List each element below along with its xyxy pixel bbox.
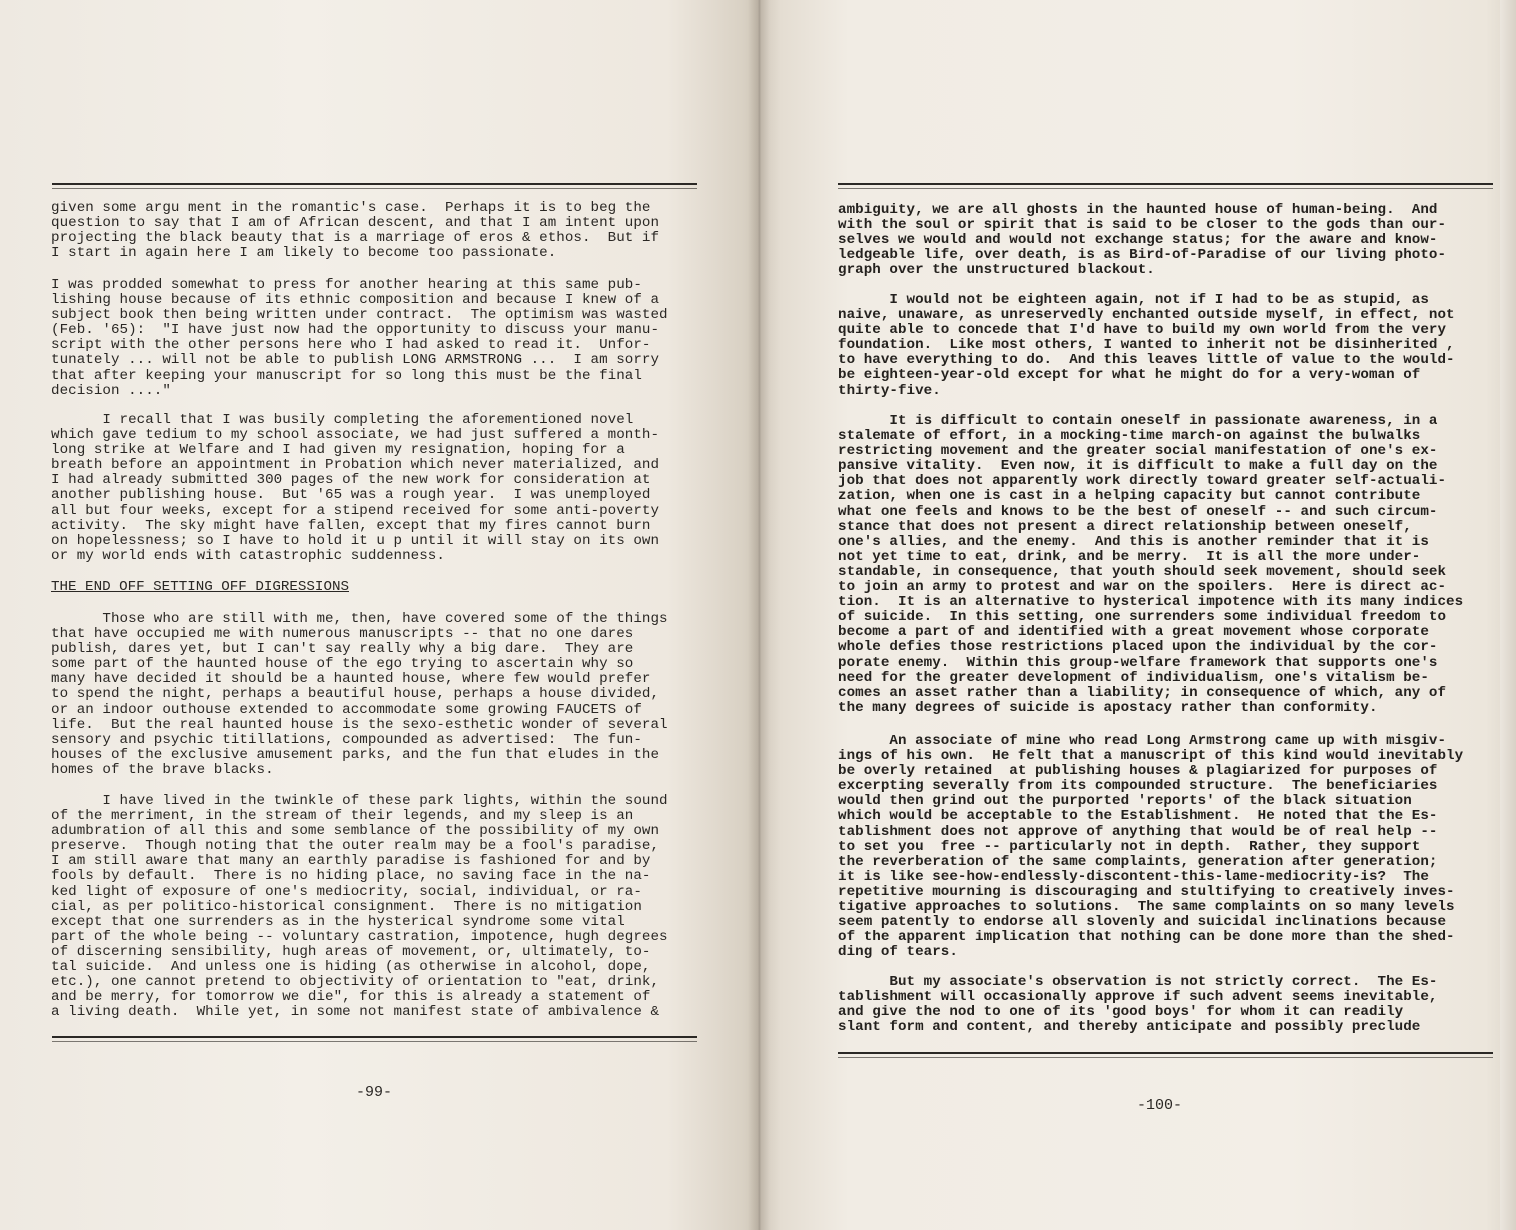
right-paragraph-2: I would not be eighteen again, not if I had to be as stupid, as naive, unaware, as unreservedly enchanted outside myself, in effect, not quite able to concede that I'd have to build my own world from the very foundation. Like most others, I wanted to inherit not be disinherited , to have everything to do. And this leaves little of value to the would- be eighteen-year-old except for what he might do for a very-woman of thirty-five. [838,292,1455,399]
right-page [758,0,1516,1230]
left-paragraph-2: I was prodded somewhat to press for another hearing at this same pub- lishing house because of its ethnic composition and because I knew of a subject book then being written under contract. The optimism was wasted (Feb. '65): "I have just now had the opportunity to discuss your manu- script with the other persons here who I had asked to read it. Unfor- tunately ... will not be able to publish LONG ARMSTRONG ... I am sorry that after keeping your manuscript for so long this must be the final decision ...." [51,277,668,399]
left-paragraph-3: I recall that I was busily completing the aforementioned novel which gave tedium to my school associate, we had just suffered a month- long strike at Welfare and I had given my resignation, hoping for a breath before an appointment in Probation which never materialized, and I had already submitted 300 pages of the new work for consideration at another publishing house. But '65 was a rough year. I was unemployed all but four weeks, except for a stipend received for some anti-poverty activity. The sky might have fallen, except that my fires cannot burn on hopelessness; so I have to hold it u p until it will stay on its own or my world ends with catastrophic suddenness. [51,412,660,564]
bottom-rule-secondary [52,1041,697,1042]
left-paragraph-4: Those who are still with me, then, have covered some of the things that have occupied me with numerous manuscripts -- that no one dares publish, dares yet, but I can't say really why a big dare. They are some part of the haunted house of the ego trying to ascertain why so many have decided it should be a haunted house, where few would prefer to spend the night, perhaps a beautiful house, perhaps a house divided, or an indoor outhouse extended to accommodate some growing FAUCETS of life. But the real haunted house is the sexo-esthetic wonder of several sensory and psychic titillations, compounded as advertised: The fun- houses of the exclusive amusement parks, and the fun that eludes in the homes of the brave blacks. [51,611,668,778]
top-rule-secondary [838,188,1493,189]
left-paragraph-1: given some argu ment in the romantic's case. Perhaps it is to beg the question to say that I am of African descent, and that I am intent upon projecting the black beauty that is a marriage of eros & ethos. But if I start in again here I am likely to become too passionate. [51,200,660,262]
section-heading: THE END OFF SETTING OFF DIGRESSIONS [51,579,349,595]
left-paragraph-5: I have lived in the twinkle of these park lights, within the sound of the merriment, in the stream of their legends, and my sleep is an adumbration of all this and some semblance of the possibility of my own preserve. Though noting that the outer realm may be a fool's paradise, I am still aware that many an earthly paradise is fashioned for and by fools by default. There is no hiding place, no saving face in the na- ked light of exposure of one's mediocrity, social, individual, or ra- cial, as per politico-historical consignment. There is no mitigation except that one surrenders as in the hysterical syndrome some vital part of the whole being -- voluntary castration, impotence, hugh degrees of discerning sensibility, hugh areas of movement, or, ultimately, to- tal suicide. And unless one is hiding (as otherwise in alcohol, dope, etc.), one cannot pretend to objectivity of orientation to "eat, drink, and be merry, for tomorrow we die", for this is already a statement of a living death. While yet, in some not manifest state of ambivalence & [51,793,668,1021]
page-number-left: -99- [356,1084,393,1101]
page-number-right: -100- [1137,1097,1183,1114]
top-rule-secondary [52,188,697,189]
bottom-rule [52,1036,697,1038]
page-edge [1500,0,1516,1230]
book-gutter [748,0,770,1230]
right-paragraph-4: An associate of mine who read Long Armstrong came up with misgiv- ings of his own. He felt that a manuscript of this kind would inevitably be overly retained at publishing houses & plagiarized for purposes of excerpting severally from its compounded structure. The beneficiaries would then grind out the purported 'reports' of the black situation which would be acceptable to the Establishment. He noted that the Es- tablishment does not approve of anything that would be of real help -- to set you free -- particularly not in depth. Rather, they support the reverberation of the same complaints, generation after generation; it is like see-how-endlessly-discontent-this-lame-mediocrity-is? The repetitive mourning is discouraging and stultifying to creatively inves- tigative approaches to solutions. The same complaints on so many levels seem patently to endorse all slovenly and suicidal inclinations because of the apparent implication that nothing can be done more than the shed- ding of tears. [838,733,1464,961]
top-rule [52,183,697,185]
right-paragraph-5: But my associate's observation is not strictly correct. The Es- tablishment will occasionally approve if such advent seems inevitable, and give the nod to one of its 'good boys' for whom it can readily slant form and content, and thereby anticipate and possibly preclude [838,974,1438,1036]
right-paragraph-1: ambiguity, we are all ghosts in the haunted house of human-being. And with the soul or spirit that is said to be closer to the gods than our- selves we would and would not exchange status; for the aware and know- ledgeable life, over death, is as Bird-of-Paradise of our living photo- graph over the unstructured blackout. [838,202,1447,279]
bottom-rule [838,1052,1493,1054]
right-paragraph-3: It is difficult to contain oneself in passionate awareness, in a stalemate of effort, in a mocking-time march-on against the bulwalks restricting movement and the greater social manifestation of one's ex- pansive vitality. Even now, it is difficult to make a full day on the job that does not apparently work directly toward greater self-actuali- zation, when one is cast in a helping capacity but cannot contribute what one feels and knows to be the best of oneself -- and such circum- stance that does not present a direct relationship between oneself, one's allies, and the enemy. And this is another reminder that it is not yet time to eat, drink, and be merry. It is all the more under- standable, in consequence, that youth should seek movement, should seek to join an army to protest and war on the spoilers. Here is direct ac- tion. It is an alternative to hysterical impotence with its many indices of suicide. In this setting, one surrenders some individual freedom to become a part of and identified with a great movement whose corporate whole defies those restrictions placed upon the individual by the cor- porate enemy. Within this group-welfare framework that supports one's need for the greater development of individualism, one's vitalism be- comes an asset rather than a liability; in consequence of which, any of the many degrees of suicide is apostacy rather than conformity. [838,413,1464,716]
top-rule [838,183,1493,185]
bottom-rule-secondary [838,1057,1493,1058]
